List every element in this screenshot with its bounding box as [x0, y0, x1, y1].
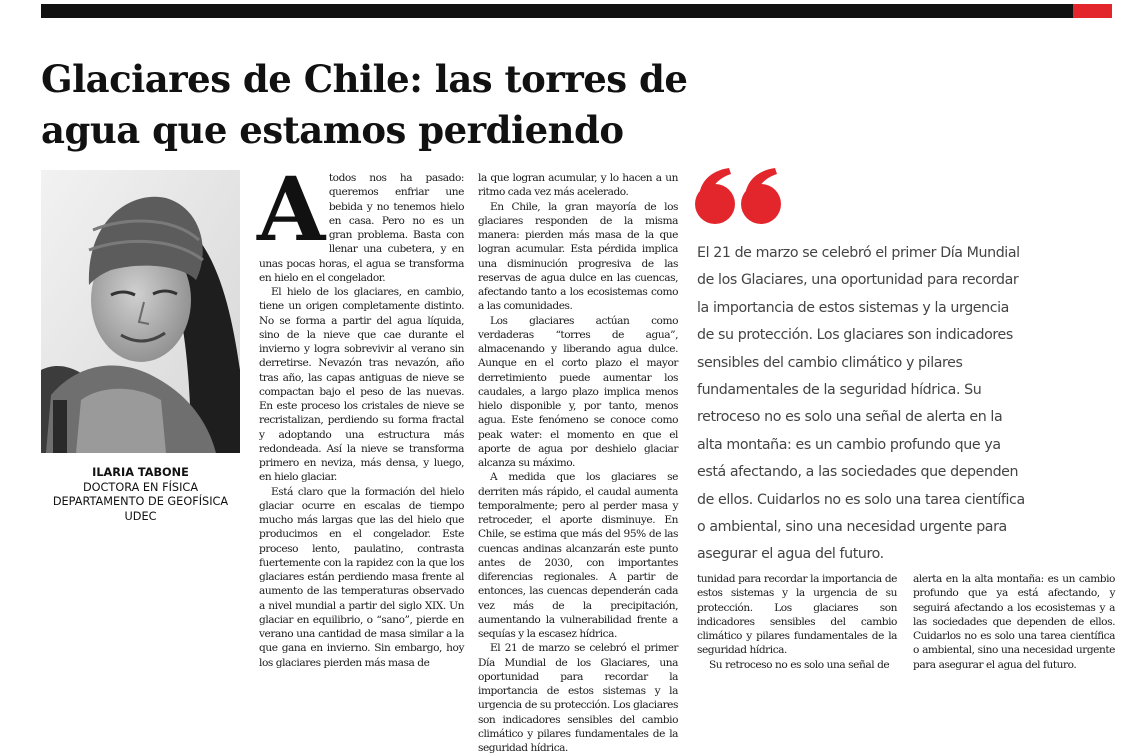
- author-photo: [41, 170, 240, 453]
- drop-cap: A: [257, 157, 325, 261]
- article-column-1: [257, 157, 464, 691]
- article-column-2: [478, 171, 678, 754]
- article-column-3: [697, 572, 897, 684]
- paragraph-1: [257, 157, 464, 285]
- author-department: DEPARTAMENTO DE GEOFÍSICA: [52, 495, 229, 509]
- quote-marks-icon: [693, 168, 793, 228]
- article-column-4: [913, 572, 1115, 684]
- paragraph-4: la que logran acumular, y lo hacen a un ritmo cada vez más acelerado.: [478, 172, 678, 199]
- paragraph-9-start: Su retroceso no es solo una señal de: [709, 658, 890, 671]
- top-rule-accent: [1073, 4, 1112, 18]
- author-name: ILARIA TABONE: [92, 466, 189, 479]
- top-rule: [41, 4, 1073, 18]
- paragraph-8-cont: tunidad para recordar la importancia de estos sistemas y la urgencia de su protección. Los glaciares son indicadores sensibles del cambio climático y pilares fundamentales de la seguridad hídrica.: [697, 573, 897, 657]
- headline: Glaciares de Chile: las torres de agua que estamos perdiendo: [41, 57, 688, 152]
- author-credit: [41, 466, 240, 524]
- paragraph-5: En Chile, la gran mayoría de los glaciares responden de la misma manera: pierden más masa de la que logran acumular. Esta pérdida implica una disminución progresiva de las reservas de agua dulce en las cuencas, afectando tanto a los ecosistemas como a las comunidades.: [478, 200, 678, 313]
- author-role: DOCTORA EN FÍSICA: [82, 480, 199, 494]
- paragraph-6: Los glaciares actúan como verdaderas “torres de agua”, almacenando y liberando agua dulce. Aunque en el corto plazo el mayor derretimiento puede aumentar los caudales, a largo plazo implica menos hielo disponible y, por tanto, menos agua. Este fenómeno se conoce como peak water: el momento en que el aporte de agua por deshielo glaciar alcanza su máximo.: [478, 314, 678, 469]
- paragraph-7: A medida que los glaciares se derriten más rápido, el caudal aumenta temporalmente; pero al perder masa y retroceder, el aporte disminuye. En Chile, se estima que más del 95% de las cuencas andinas alcanzarán este punto antes de 2030, con importantes diferencias regionales. A partir de entonces, las cuencas dependerán cada vez más de la precipitación, aumentando la vulnerabilidad frente a sequías y la escasez hídrica.: [478, 471, 678, 640]
- paragraph-8: El 21 de marzo se celebró el primer Día Mundial de los Glaciares, una oportunidad para recordar la importancia de estos sistemas y la urgencia de su protección. Los glaciares son indicadores sensibles del cambio climático y pilares fundamentales de la seguridad hídrica.: [478, 642, 678, 754]
- author-institution: UDEC: [124, 509, 157, 523]
- paragraph-9-cont: alerta en la alta montaña: es un cambio profundo que ya está afectando, y seguirá afectando a los ecosistemas y a las sociedades que dependen de ellos. Cuidarlos no es solo una tarea científica o ambiental, sino una necesidad urgente para asegurar el agua del futuro.: [913, 573, 1115, 671]
- paragraph-3: Está claro que la formación del hielo glaciar ocurre en escalas de tiempo mucho más largas que las del hielo que producimos en el congelador. Este proceso lento, paulatino, contrasta fuertemente con la rapidez con la que los glaciares están perdiendo masa frente al aumento de las temperaturas observado a nivel mundial a partir del siglo XIX. Un glaciar en equilibrio, o “sano”, pierde en verano una cantidad de masa similar a la que gana en invierno. Sin embargo, hoy los glaciares pierden más masa de: [259, 485, 464, 669]
- paragraph-1-text: todos nos ha pasado: queremos enfriar une bebida y no tenemos hielo en casa. Pero no es un gran problema. Basta con llenar una cubetera, y en unas pocas horas, el agua se transforma en hielo en el congelador.: [259, 172, 464, 284]
- pull-quote: El 21 de marzo se celebró el primer Día Mundial de los Glaciares, una oportunidad para recordar la importancia de estos sistemas y la urgencia de su protección. Los glaciares son indicadores sensibles del cambio climático y pilares fundamentales de la seguridad hídrica. Su retroceso no es solo una señal de alerta en la alta montaña: es un cambio profundo que ya está afectando, a las sociedades que dependen de ellos. Cuidarlos no es solo una tarea científica o ambiental, sino una necesidad urgente para asegurar el agua del futuro.: [697, 245, 1025, 563]
- paragraph-2: El hielo de los glaciares, en cambio, tiene un origen completamente distinto. No se forma a partir del agua líquida, sino de la nieve que cae durante el invierno y logra sobrevivir al verano sin derretirse. Nevazón tras nevazón, año tras año, las capas antiguas de nieve se compactan bajo el peso de las nuevas. En este proceso los cristales de nieve se recristalizan, perdiendo su forma fractal y adoptando una estructura más redondeada. Así la nieve se transforma primero en neviza, más densa, y luego, en hielo glaciar.: [259, 286, 464, 484]
- author-portrait-icon: [41, 170, 240, 453]
